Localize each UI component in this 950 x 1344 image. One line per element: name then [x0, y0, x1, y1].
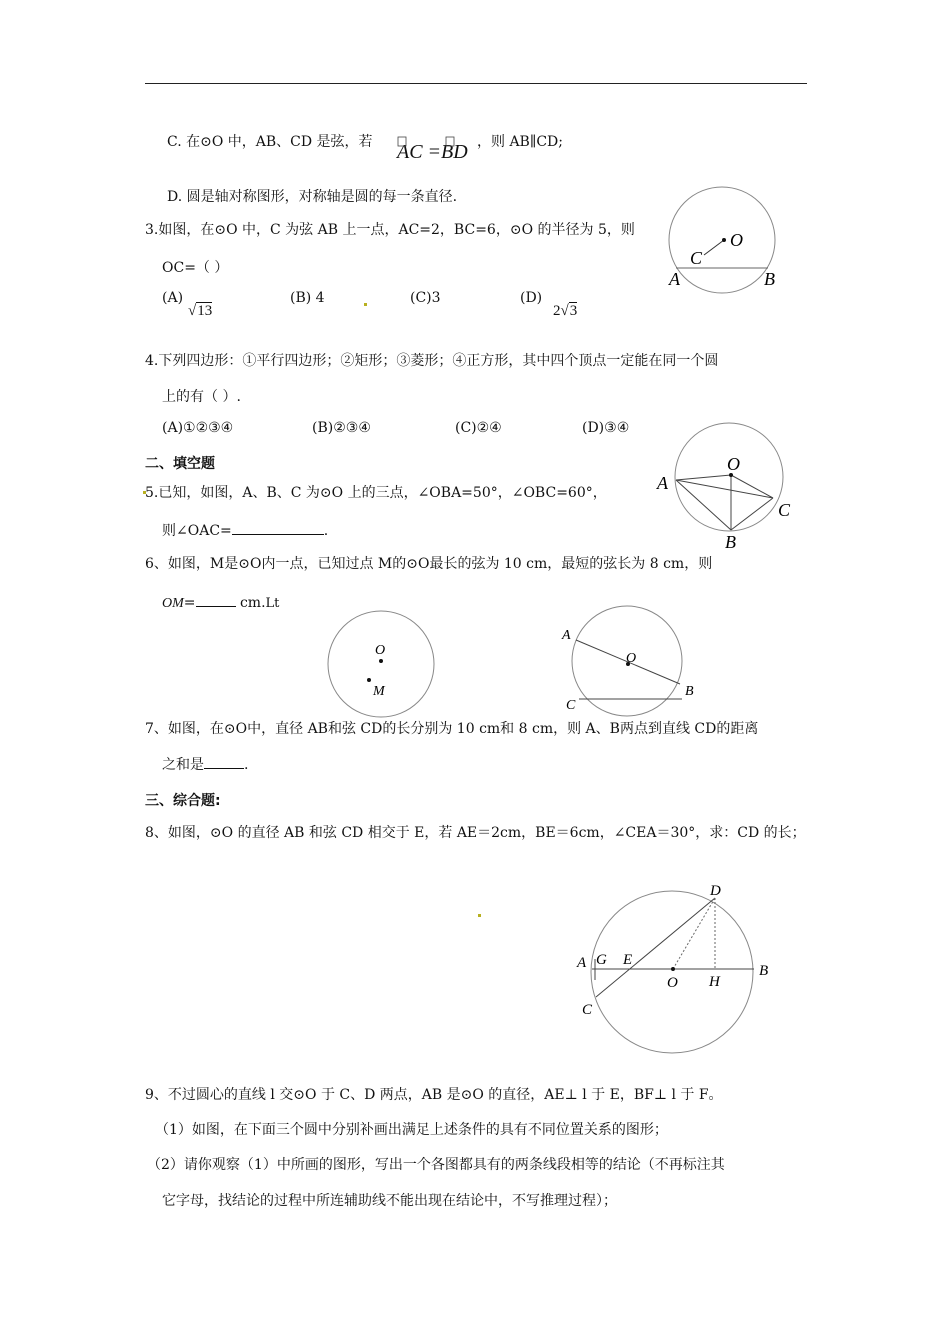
q8-label-a: A	[577, 955, 587, 971]
q3-stem-2: OC=（ ）	[162, 260, 229, 276]
q8-label-d: D	[710, 883, 721, 899]
stray-dot	[478, 914, 481, 917]
q6-label-a: A	[562, 628, 571, 643]
q2-option-d: D. 圆是轴对称图形，对称轴是圆的每一条直径.	[167, 189, 458, 205]
q5-label-c: C	[778, 500, 791, 520]
q9-part-2-cont: 它字母，找结论的过程中所连辅助线不能出现在结论中，不写推理过程）；	[162, 1193, 617, 1209]
q3-segment-oc	[704, 240, 724, 255]
q2-arc-formula: AC =BD	[397, 141, 468, 163]
q3-option-d-value: 2√3	[553, 303, 578, 319]
q6-label-c: C	[566, 698, 576, 713]
q3-option-a-value: √13	[188, 303, 213, 319]
q3-stem: 3.如图，在⊙O 中，C 为弦 AB 上一点，AC=2，BC=6，⊙O 的半径为 5，则	[145, 222, 635, 238]
q8-label-c: C	[582, 1002, 593, 1018]
q9-stem: 9、不过圆心的直线 l 交⊙O 于 C、D 两点，AB 是⊙O 的直径，AE⊥ l 于 E，BF⊥ l 于 F。	[145, 1087, 723, 1103]
q8-center-point	[671, 967, 675, 971]
q5-stem-2: 则∠OAC= .	[162, 520, 328, 540]
q5-answer-blank[interactable]	[232, 520, 324, 535]
q6-stem-2: OM= cm.Lt	[162, 592, 279, 612]
q3-center-point	[722, 238, 726, 242]
q8-stem: 8、如图，⊙O 的直径 AB 和弦 CD 相交于 E，若 AE＝2cm，BE＝6cm，∠CEA＝30°，求：CD 的长；	[145, 825, 806, 841]
q6-left-circle	[328, 611, 434, 717]
q3-option-d: (D)	[520, 290, 543, 306]
q8-label-e: E	[623, 952, 633, 968]
q4-stem-2: 上的有（ ）.	[162, 389, 241, 405]
section-2-title: 二、填空题	[145, 456, 215, 472]
q5-circle	[675, 423, 783, 531]
q6-answer-blank[interactable]	[196, 592, 236, 607]
q7-stem: 7、如图，在⊙O中，直径 AB和弦 CD的长分别为 10 cm和 8 cm，则 A、B两点到直线 CD的距离	[145, 721, 759, 737]
q3-label-c: C	[690, 248, 703, 268]
q8-segment-od	[673, 898, 715, 969]
q5-segment-ac	[676, 480, 773, 498]
q8-circle	[591, 891, 753, 1053]
q8-chord-cd	[596, 898, 715, 997]
q8-label-b: B	[759, 963, 769, 979]
q9-part-1: （1）如图，在下面三个圆中分别补画出满足上述条件的具有不同位置关系的图形；	[155, 1122, 668, 1138]
q9-part-2: （2）请你观察（1）中所画的图形，写出一个各图都具有的两条线段相等的结论（不再标注其	[147, 1157, 725, 1173]
q3-label-o: O	[730, 230, 743, 250]
q5-segment-ab	[676, 480, 731, 530]
q4-option-d: (D)③④	[582, 420, 630, 436]
q3-option-b: (B) 4	[290, 290, 325, 306]
q7-stem-2: 之和是 .	[162, 754, 248, 774]
header-rule	[145, 83, 807, 84]
q3-option-a: (A)	[162, 290, 184, 306]
q7-answer-blank[interactable]	[204, 754, 244, 769]
q8-label-g: G	[596, 952, 607, 968]
q2-option-c: C. 在⊙O 中，AB、CD 是弦，若	[167, 134, 373, 150]
q5-label-o: O	[727, 454, 740, 474]
q5-label-b: B	[725, 532, 736, 552]
stray-dot	[364, 303, 367, 306]
q3-label-b: B	[764, 269, 775, 289]
q6-label-o2: O	[626, 651, 637, 666]
q6-label-b: B	[685, 684, 694, 699]
q4-stem: 4.下列四边形：①平行四边形；②矩形；③菱形；④正方形，其中四个顶点一定能在同一个圆	[145, 353, 719, 369]
q6-label-m: M	[373, 684, 385, 699]
q6-stem: 6、如图，M是⊙O内一点，已知过点 M的⊙O最长的弦为 10 cm，最短的弦长为 8 cm，则	[145, 556, 713, 572]
q4-option-c: (C)②④	[455, 420, 502, 436]
q5-segment-bc	[731, 498, 773, 530]
q2-option-c-suffix: ，则 AB∥CD;	[477, 134, 563, 150]
q4-option-a: (A)①②③④	[162, 420, 234, 436]
q6-point-m	[367, 678, 371, 682]
q4-option-b: (B)②③④	[312, 420, 371, 436]
q5-segment-oa	[676, 475, 731, 480]
q3-label-a: A	[669, 269, 680, 289]
q5-label-a: A	[657, 473, 668, 493]
q8-label-h: H	[709, 974, 720, 990]
q3-option-c: (C)3	[410, 290, 441, 306]
q8-label-o: O	[667, 975, 678, 991]
q6-left-center-point	[379, 659, 383, 663]
q6-label-o: O	[375, 643, 386, 658]
section-3-title: 三、综合题:	[145, 793, 221, 809]
q5-stem: 5.已知，如图，A、B、C 为⊙O 上的三点，∠OBA=50°，∠OBC=60°，	[145, 485, 607, 501]
